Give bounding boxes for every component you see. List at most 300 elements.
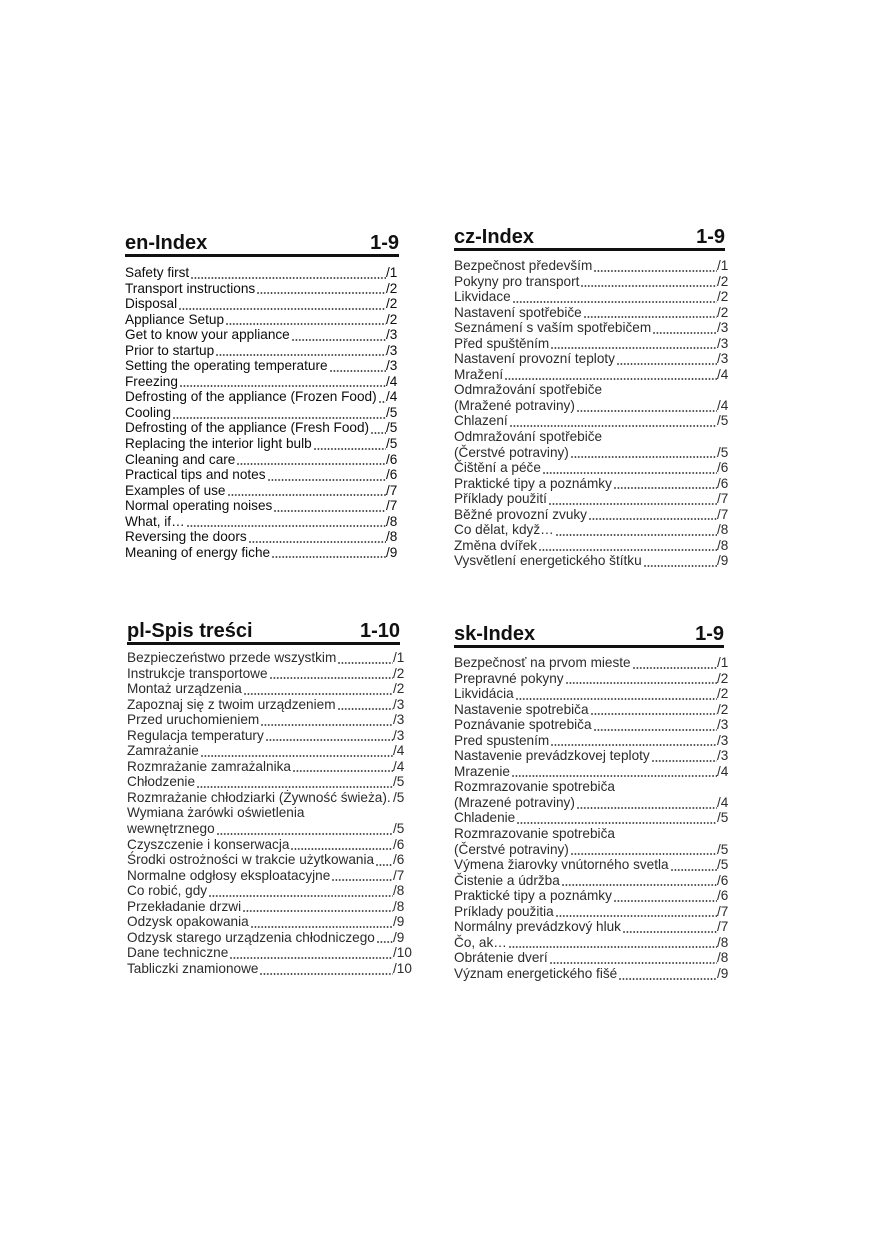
entry-page-number: /4 <box>393 758 405 774</box>
index-entry <box>454 476 730 492</box>
index-entry <box>454 382 730 398</box>
index-entry <box>454 491 730 507</box>
dot-leader <box>201 743 393 759</box>
dot-leader <box>505 367 717 383</box>
index-entry <box>127 728 413 744</box>
index-entry <box>127 790 413 806</box>
dot-leader <box>577 795 717 811</box>
index-entry <box>454 305 730 321</box>
entry-page-number: /2 <box>717 701 729 717</box>
entry-page-number: /9 <box>717 965 729 981</box>
index-entry <box>125 343 399 359</box>
index-entry <box>125 358 399 374</box>
entry-page-number: /2 <box>393 681 405 697</box>
dot-leader <box>293 759 393 775</box>
dot-leader <box>330 358 386 374</box>
dot-leader <box>644 553 717 569</box>
dot-leader <box>517 810 717 826</box>
index-entry <box>125 327 399 343</box>
index-entry <box>454 460 730 476</box>
index-entry <box>127 883 413 899</box>
index-entry <box>127 712 413 728</box>
dot-leader <box>260 961 393 977</box>
entry-title: Disposal <box>125 296 178 312</box>
entry-page-number: /8 <box>393 883 405 899</box>
dot-leader <box>266 728 393 744</box>
entry-title: Rozmrazovanie spotrebiča <box>454 826 615 842</box>
index-entry <box>127 899 413 915</box>
entry-title: Prior to startup <box>125 342 215 358</box>
index-entry <box>127 681 413 697</box>
index-entry <box>454 935 730 951</box>
entry-title: Cleaning and care <box>125 451 236 467</box>
entry-title: (Mrazené potraviny) <box>454 794 575 810</box>
entry-title: Tabliczki znamionowe <box>127 960 259 976</box>
dot-leader <box>556 904 717 920</box>
entry-page-number: /4 <box>717 397 729 413</box>
dot-leader <box>272 545 386 561</box>
index-entry <box>125 452 399 468</box>
dot-leader <box>571 842 717 858</box>
index-entry <box>127 868 413 884</box>
index-entry <box>454 686 730 702</box>
index-title: pl-Spis treści <box>127 620 253 642</box>
entry-page-number: /1 <box>393 650 405 665</box>
entry-page-number: /4 <box>386 389 398 405</box>
dot-leader <box>249 529 386 545</box>
entry-page-number: /7 <box>393 867 405 883</box>
entry-title: Nastavenie prevádzkovej teploty <box>454 748 650 764</box>
index-entry-list <box>454 655 730 981</box>
entry-title: Reversing the doors <box>125 529 247 545</box>
entry-page-number: /2 <box>393 665 405 681</box>
entry-page-number: /2 <box>717 670 729 686</box>
index-entry <box>454 522 730 538</box>
dot-leader <box>244 681 393 697</box>
dot-leader <box>338 697 393 713</box>
dot-leader <box>543 460 717 476</box>
entry-title: Regulacja temperatury <box>127 727 264 743</box>
index-block-cz <box>454 226 730 569</box>
dot-leader <box>243 899 393 915</box>
dot-leader <box>376 852 393 868</box>
entry-page-number: /3 <box>386 327 398 343</box>
entry-title: wewnętrznego <box>127 821 215 837</box>
entry-title: Mrazenie <box>454 763 510 779</box>
dot-leader <box>562 873 717 889</box>
index-entry <box>454 857 730 873</box>
entry-title: What, if… <box>125 513 185 529</box>
entry-page-number: /8 <box>393 898 405 914</box>
index-entry <box>127 914 413 930</box>
entry-title: Safety first <box>125 265 190 280</box>
index-entry <box>454 398 730 414</box>
dot-leader <box>371 420 386 436</box>
dot-leader <box>550 950 717 966</box>
entry-page-number: /9 <box>386 544 398 560</box>
index-entry <box>125 514 399 530</box>
entry-title: Poznávanie spotrebiča <box>454 717 592 733</box>
entry-page-number: /5 <box>717 841 729 857</box>
dot-leader <box>197 774 393 790</box>
index-entry <box>127 666 413 682</box>
dot-leader <box>633 655 717 671</box>
entry-title: Čištění a péče <box>454 460 541 476</box>
entry-title: Význam energetického fišé <box>454 965 618 981</box>
index-entry <box>454 538 730 554</box>
entry-title: Normal operating noises <box>125 498 273 514</box>
dot-leader <box>209 883 393 899</box>
index-heading <box>454 226 725 251</box>
dot-leader <box>228 483 387 499</box>
index-entry <box>454 351 730 367</box>
entry-page-number: /7 <box>386 482 398 498</box>
index-entry <box>454 320 730 336</box>
index-entry <box>454 826 730 842</box>
entry-title: Rozmrażanie chłodziarki (Żywność świeża). <box>127 789 391 805</box>
entry-page-number: /5 <box>393 821 405 837</box>
dot-leader <box>594 717 717 733</box>
dot-leader <box>257 281 386 297</box>
entry-page-number: /3 <box>717 335 729 351</box>
entry-title: Zamrażanie <box>127 743 199 759</box>
index-entry <box>454 367 730 383</box>
dot-leader <box>226 312 386 328</box>
entry-title: Príklady použitia <box>454 903 554 919</box>
entry-title: Mražení <box>454 366 504 382</box>
dot-leader <box>230 945 393 961</box>
entry-page-number: /8 <box>717 950 729 966</box>
index-entry <box>127 945 413 961</box>
entry-page-number: /7 <box>717 919 729 935</box>
index-entry <box>454 258 730 274</box>
entry-title: Transport instructions <box>125 280 256 296</box>
entry-page-number: /3 <box>386 358 398 374</box>
index-block-en <box>125 232 399 560</box>
dot-leader <box>292 327 386 343</box>
entry-page-number: /8 <box>386 513 398 529</box>
entry-page-number: /5 <box>717 857 729 873</box>
entry-title: Czyszczenie i konserwacja <box>127 836 290 852</box>
entry-title: Praktické tipy a poznámky <box>454 888 612 904</box>
index-entry <box>454 779 730 795</box>
dot-leader <box>652 748 717 764</box>
entry-title: Příklady použití <box>454 491 547 507</box>
entry-title: Rozmrażanie zamrażalnika <box>127 758 291 774</box>
entry-page-number: /5 <box>717 444 729 460</box>
entry-page-number: /7 <box>717 903 729 919</box>
dot-leader <box>237 452 386 468</box>
dot-leader <box>551 733 717 749</box>
index-entry <box>125 436 399 452</box>
index-entry <box>454 717 730 733</box>
index-entry <box>454 733 730 749</box>
index-entry <box>454 873 730 889</box>
entry-title: Defrosting of the appliance (Fresh Food) <box>125 420 370 436</box>
dot-leader <box>332 868 393 884</box>
entry-title: Examples of use <box>125 482 226 498</box>
entry-title: Normálny prevádzkový hluk <box>454 919 621 935</box>
entry-title: Dane techniczne <box>127 945 229 961</box>
entry-page-number: /6 <box>717 888 729 904</box>
dot-leader <box>581 274 717 290</box>
entry-title: Wymiana żarówki oświetlenia <box>127 805 305 821</box>
index-entry <box>125 374 399 390</box>
index-title: sk-Index <box>454 623 536 645</box>
entry-title: Bezpečnost především <box>454 258 593 273</box>
index-entry <box>127 930 413 946</box>
entry-page-number: /5 <box>717 810 729 826</box>
index-entry <box>454 274 730 290</box>
index-entry <box>454 445 730 461</box>
index-entry <box>454 764 730 780</box>
index-entry <box>454 748 730 764</box>
entry-page-number: /3 <box>393 696 405 712</box>
index-entry <box>454 553 730 569</box>
index-entry <box>125 312 399 328</box>
entry-title: Co dělat, když… <box>454 522 554 538</box>
entry-title: Rozmrazovanie spotrebiča <box>454 779 615 795</box>
dot-leader <box>274 498 386 514</box>
entry-title: Odmražování spotřebiče <box>454 382 603 398</box>
entry-page-number: /5 <box>393 789 405 805</box>
entry-title: Bezpieczeństwo przede wszystkim <box>127 650 337 665</box>
entry-title: Vysvětlení energetického štítku <box>454 553 642 569</box>
dot-leader <box>512 764 717 780</box>
index-entry <box>454 842 730 858</box>
dot-leader <box>551 336 717 352</box>
index-entry <box>454 655 730 671</box>
dot-leader <box>671 857 717 873</box>
entry-title: Replacing the interior light bulb <box>125 436 312 452</box>
index-entry <box>125 405 399 421</box>
entry-title: Čo, ak… <box>454 934 507 950</box>
index-entry <box>454 507 730 523</box>
entry-page-number: /3 <box>386 342 398 358</box>
dot-leader <box>591 702 717 718</box>
index-entry <box>125 483 399 499</box>
dot-leader <box>589 507 717 523</box>
index-entry <box>125 281 399 297</box>
entry-page-number: /8 <box>717 537 729 553</box>
entry-title: Practical tips and notes <box>125 467 266 483</box>
entry-title: Odmražování spotřebiče <box>454 429 603 445</box>
entry-page-number: /2 <box>386 296 398 312</box>
index-entry <box>454 336 730 352</box>
index-entry <box>454 671 730 687</box>
entry-title: Defrosting of the appliance (Frozen Food) <box>125 389 377 405</box>
index-entry <box>127 650 413 666</box>
entry-page-number: /7 <box>386 498 398 514</box>
entry-title: Appliance Setup <box>125 311 225 327</box>
index-entry <box>127 821 413 837</box>
index-entry <box>454 429 730 445</box>
dot-leader <box>191 265 386 281</box>
index-entry-list <box>125 265 399 560</box>
entry-page-number: /8 <box>386 529 398 545</box>
entry-title: Chlazení <box>454 413 508 429</box>
entry-title: (Mražené potraviny) <box>454 397 575 413</box>
index-page-range: 1-9 <box>696 226 725 248</box>
entry-page-number: /5 <box>386 436 398 452</box>
entry-title: Chłodzenie <box>127 774 196 790</box>
entry-title: Przed uruchomieniem <box>127 712 260 728</box>
entry-title: Setting the operating temperature <box>125 358 328 374</box>
index-entry <box>454 702 730 718</box>
index-title: cz-Index <box>454 226 535 248</box>
entry-page-number: /10 <box>393 945 412 961</box>
entry-page-number: /2 <box>717 289 729 305</box>
index-page-range: 1-9 <box>695 623 724 645</box>
entry-page-number: /1 <box>717 258 729 273</box>
entry-title: Čistenie a údržba <box>454 872 560 888</box>
entry-title: Před spuštěním <box>454 335 550 351</box>
entry-title: Likvidácia <box>454 686 514 702</box>
entry-page-number: /2 <box>717 686 729 702</box>
entry-title: Nastavení provozní teploty <box>454 351 615 367</box>
entry-page-number: /5 <box>386 420 398 436</box>
entry-page-number: /6 <box>717 475 729 491</box>
index-entry <box>125 467 399 483</box>
entry-page-number: /3 <box>717 320 729 336</box>
entry-page-number: /6 <box>393 836 405 852</box>
entry-title: Pred spustením <box>454 732 550 748</box>
dot-leader <box>510 413 717 429</box>
dot-leader <box>187 514 386 530</box>
entry-page-number: /1 <box>717 655 729 670</box>
entry-page-number: /9 <box>393 914 405 930</box>
dot-leader <box>614 476 717 492</box>
entry-page-number: /6 <box>386 451 398 467</box>
entry-title: (Čerstvé potraviny) <box>454 841 569 857</box>
dot-leader <box>314 436 386 452</box>
index-entry <box>125 529 399 545</box>
index-entry <box>125 545 399 561</box>
entry-page-number: /5 <box>393 774 405 790</box>
entry-page-number: /8 <box>717 934 729 950</box>
entry-page-number: /6 <box>386 467 398 483</box>
entry-title: Odzysk starego urządzenia chłodniczego <box>127 929 375 945</box>
dot-leader <box>623 919 717 935</box>
dot-leader <box>261 712 393 728</box>
dot-leader <box>180 374 386 390</box>
entry-title: Nastavenie spotrebiča <box>454 701 589 717</box>
dot-leader <box>513 289 717 305</box>
dot-leader <box>516 686 717 702</box>
entry-title: Przekładanie drzwi <box>127 898 242 914</box>
index-block-sk <box>454 623 730 981</box>
entry-title: Obrátenie dverí <box>454 950 548 966</box>
entry-page-number: /5 <box>386 404 398 420</box>
dot-leader <box>594 258 717 274</box>
entry-page-number: /2 <box>717 273 729 289</box>
entry-page-number: /5 <box>717 413 729 429</box>
index-entry <box>454 810 730 826</box>
entry-title: Odzysk opakowania <box>127 914 249 930</box>
index-entry <box>454 289 730 305</box>
entry-page-number: /6 <box>717 460 729 476</box>
entry-page-number: /4 <box>717 763 729 779</box>
dot-leader <box>539 538 717 554</box>
index-heading <box>127 620 400 645</box>
entry-page-number: /9 <box>393 929 405 945</box>
index-entry <box>127 961 413 977</box>
entry-title: Pokyny pro transport <box>454 273 580 289</box>
dot-leader <box>584 305 717 321</box>
dot-leader <box>619 966 717 982</box>
dot-leader <box>179 296 386 312</box>
index-entry <box>454 950 730 966</box>
index-entry <box>127 697 413 713</box>
dot-leader <box>571 445 717 461</box>
entry-page-number: /6 <box>393 852 405 868</box>
entry-page-number: /8 <box>717 522 729 538</box>
entry-page-number: /3 <box>393 712 405 728</box>
dot-leader <box>653 320 717 336</box>
index-entry <box>454 966 730 982</box>
entry-page-number: /3 <box>717 351 729 367</box>
dot-leader <box>614 888 717 904</box>
entry-page-number: /9 <box>717 553 729 569</box>
dot-leader <box>173 405 386 421</box>
index-entry <box>125 296 399 312</box>
index-entry <box>125 389 399 405</box>
entry-title: Běžné provozní zvuky <box>454 506 587 522</box>
entry-title: Praktické tipy a poznámky <box>454 475 612 491</box>
dot-leader <box>577 398 717 414</box>
dot-leader <box>216 343 386 359</box>
entry-page-number: /7 <box>717 506 729 522</box>
entry-title: Bezpečnosť na prvom mieste <box>454 655 631 670</box>
index-entry <box>127 805 413 821</box>
index-title: en-Index <box>125 232 208 254</box>
entry-title: Instrukcje transportowe <box>127 665 268 681</box>
dot-leader <box>377 930 393 946</box>
index-entry <box>454 413 730 429</box>
index-entry <box>125 265 399 281</box>
entry-title: Seznámení s vaším spotřebičem <box>454 320 652 336</box>
entry-page-number: /4 <box>717 794 729 810</box>
index-entry <box>454 919 730 935</box>
index-entry <box>454 795 730 811</box>
entry-page-number: /4 <box>393 743 405 759</box>
entry-page-number: /1 <box>386 265 398 280</box>
index-heading <box>125 232 399 257</box>
entry-title: Co robić, gdy <box>127 883 208 899</box>
entry-page-number: /3 <box>717 717 729 733</box>
entry-title: (Čerstvé potraviny) <box>454 444 569 460</box>
entry-title: Zapoznaj się z twoim urządzeniem <box>127 696 336 712</box>
dot-leader <box>217 821 393 837</box>
index-entry <box>127 774 413 790</box>
index-entry <box>127 852 413 868</box>
entry-title: Změna dvířek <box>454 537 538 553</box>
entry-title: Montaż urządzenia <box>127 681 242 697</box>
entry-title: Likvidace <box>454 289 511 305</box>
entry-page-number: /2 <box>386 280 398 296</box>
index-entry <box>127 837 413 853</box>
dot-leader <box>509 935 717 951</box>
dot-leader <box>268 467 386 483</box>
index-entry-list <box>127 650 413 976</box>
entry-title: Freezing <box>125 373 178 389</box>
entry-title: Get to know your appliance <box>125 327 290 343</box>
index-page-range: 1-10 <box>359 620 400 642</box>
entry-page-number: /3 <box>717 732 729 748</box>
index-block-pl <box>127 620 413 976</box>
dot-leader <box>338 650 393 666</box>
entry-title: Výmena žiarovky vnútorného svetla <box>454 857 669 873</box>
